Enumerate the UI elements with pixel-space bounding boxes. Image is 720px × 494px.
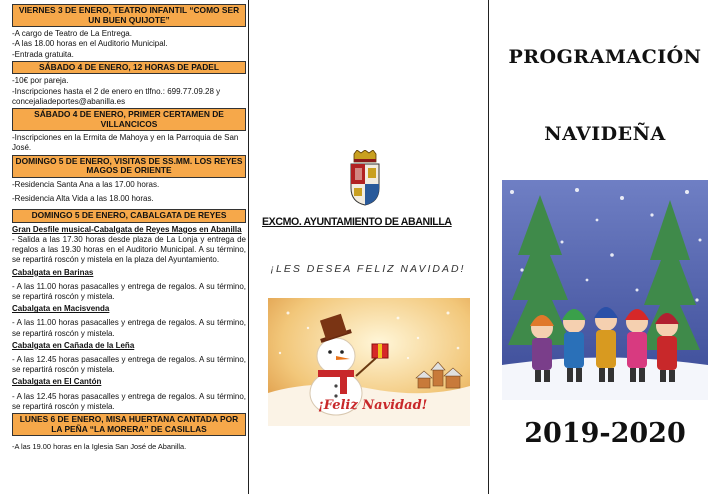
sub-parade-title: Cabalgata en Macisvenda: [12, 304, 110, 314]
column-divider-right: [488, 0, 489, 494]
event-header-kings-visit: DOMINGO 5 DE ENERO, VISITAS DE SS.MM. LOS REYES MAGOS DE ORIENTE: [12, 155, 246, 178]
town-hall-name: EXCMO. AYUNTAMIENTO DE ABANILLA: [262, 216, 452, 228]
christmas-greeting: ¡LES DESEA FELIZ NAVIDAD!: [270, 263, 466, 275]
event-line: -Inscripciones hasta el 2 de enero en tlfno.: 699.77.09.28 y concejaliadeportes@abanilla.es: [12, 86, 221, 106]
event-line: -Entrada gratuita.: [12, 49, 74, 59]
event-header-parade: DOMINGO 5 DE ENERO, CABALGATA DE REYES: [12, 209, 246, 223]
sub-parade-text: - A las 12.45 horas pasacalles y entrega de regalos. A su término, se repartirá roscón y mistela.: [12, 355, 246, 375]
cover-title-line1: PROGRAMACIÓN: [508, 46, 702, 68]
parade-title: Gran Desfile musical-Cabalgata de Reyes Magos en Abanilla: [12, 224, 242, 234]
coat-of-arms-icon: [348, 150, 382, 206]
event-header-mass: LUNES 6 DE ENERO, MISA HUERTANA CANTADA POR LA PEÑA “LA MORERA” DE CASILLAS: [12, 413, 246, 436]
sub-parade-title: Cabalgata en Barinas: [12, 267, 94, 277]
event-line: -A las 18.00 horas en el Auditorio Municipal.: [12, 39, 168, 49]
event-line: -A las 19.00 horas en la Iglesia San José de Abanilla.: [12, 442, 187, 452]
parade-text: - Salida a las 17.30 horas desde plaza de La Lonja y entrega de regalos a las 19.30 horas en el Auditorio Municipal. A su término, se repartirá roscón y mistela en la plaza del Ayuntamiento.: [12, 234, 246, 265]
sub-parade-title: Cabalgata en El Cantón: [12, 377, 102, 387]
event-header-theatre: VIERNES 3 DE ENERO, TEATRO INFANTIL “COMO SER UN BUEN QUIJOTE”: [12, 4, 246, 27]
sub-parade-text: - A las 12.45 horas pasacalles y entrega de regalos. A su término, se repartirá roscón y mistela.: [12, 391, 246, 411]
snowman-card-image: [268, 298, 470, 426]
event-header-carols: SÁBADO 4 DE ENERO, PRIMER CERTAMEN DE VILLANCICOS: [12, 108, 246, 131]
sub-parade-text: - A las 11.00 horas pasacalles y entrega de regalos. A su término, se repartirá roscón y mistela.: [12, 281, 246, 301]
column-divider-left: [248, 0, 249, 494]
cover-column: [490, 0, 720, 494]
events-column: [12, 3, 246, 452]
event-line: -Inscripciones en la Ermita de Mahoya y en la Parroquia de San José.: [12, 133, 239, 153]
card-greeting-text: ¡Feliz Navidad!: [318, 398, 428, 413]
sub-parade-text: - A las 11.00 horas pasacalles y entrega de regalos. A su término, se repartirá roscón y mistela.: [12, 318, 246, 338]
season-years: 2019-2020: [524, 418, 686, 449]
middle-column: [250, 0, 486, 494]
sub-parade-title: Cabalgata en Cañada de la Leña: [12, 340, 135, 350]
cover-title-line2: NAVIDEÑA: [544, 123, 666, 145]
event-line: -10€ por pareja.: [12, 76, 69, 86]
event-header-padel: SÁBADO 4 DE ENERO, 12 HORAS DE PADEL: [12, 61, 246, 75]
event-line: -Residencia Alta Vida a las 18.00 horas.: [12, 193, 154, 203]
event-line: -Residencia Santa Ana a las 17.00 horas.: [12, 179, 160, 189]
children-caroling-image: [502, 180, 708, 400]
event-line: -A cargo de Teatro de La Entrega.: [12, 29, 132, 39]
